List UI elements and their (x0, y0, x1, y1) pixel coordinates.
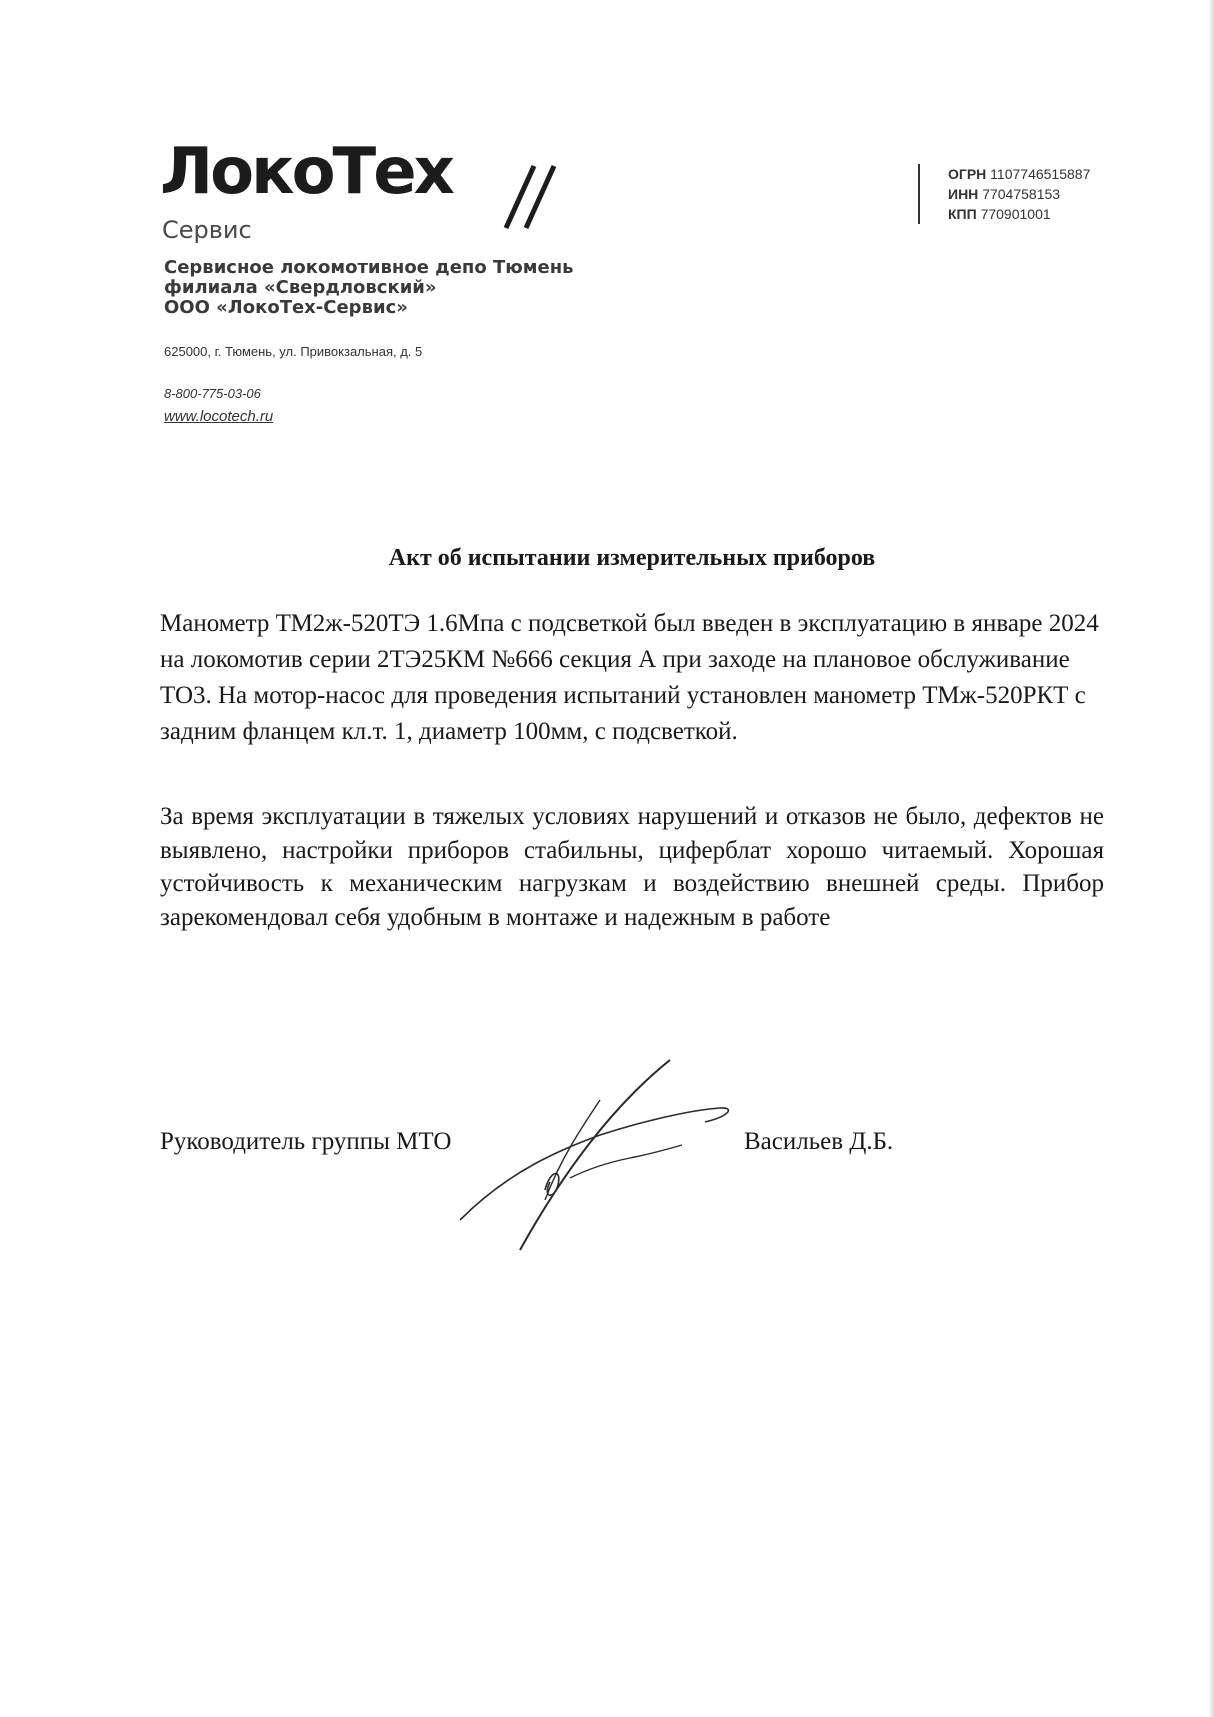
logo-slashes-icon (498, 162, 568, 232)
page-edge-shadow (1208, 0, 1214, 1717)
signer-role: Руководитель группы МТО (160, 1128, 452, 1155)
registration-inn: ИНН 7704758153 (948, 186, 1061, 202)
address: 625000, г. Тюмень, ул. Привокзальная, д. 5 (164, 344, 423, 359)
logo-wordmark: ЛокоТех (160, 135, 452, 209)
logo-subtitle: Сервис (162, 216, 252, 244)
phone-number: 8-800-775-03-06 (164, 386, 261, 401)
handwritten-signature-icon (450, 1050, 750, 1260)
registration-block (918, 164, 1090, 224)
body-paragraph-1: Манометр ТМ2ж-520ТЭ 1.6Мпа с подсветкой был введен в эксплуатацию в январе 2024 на локомотив серии 2ТЭ25КМ №666 секция А при заходе на плановое обслуживание ТО3. На мотор-насос для проведения испытаний установлен манометр ТМж-520РКТ с задним фланцем кл.т. 1, диаметр 100мм, с подсветкой. (160, 610, 1099, 745)
registration-kpp: КПП 770901001 (948, 206, 1051, 222)
company-logo (160, 135, 580, 250)
organization-name: Сервисное локомотивное депо Тюмень филиала «Свердловский» ООО «ЛокоТех-Сервис» (164, 257, 574, 318)
registration-ogrn: ОГРН 1107746515887 (948, 166, 1091, 182)
body-paragraph-2: За время эксплуатации в тяжелых условиях нарушений и отказов не было, дефектов не выявлено, настройки приборов стабильны, циферблат хорошо читаемый. Хорошая устойчивость к механическим нагрузкам и воздействию внешней среды. Прибор зарекомендовал себя удобным в монтаже и надежным в работе (160, 803, 1104, 931)
signer-name: Васильев Д.Б. (744, 1128, 894, 1155)
website-link[interactable]: www.locotech.ru (164, 408, 274, 425)
document-title: Акт об испытании измерительных приборов (388, 545, 876, 571)
